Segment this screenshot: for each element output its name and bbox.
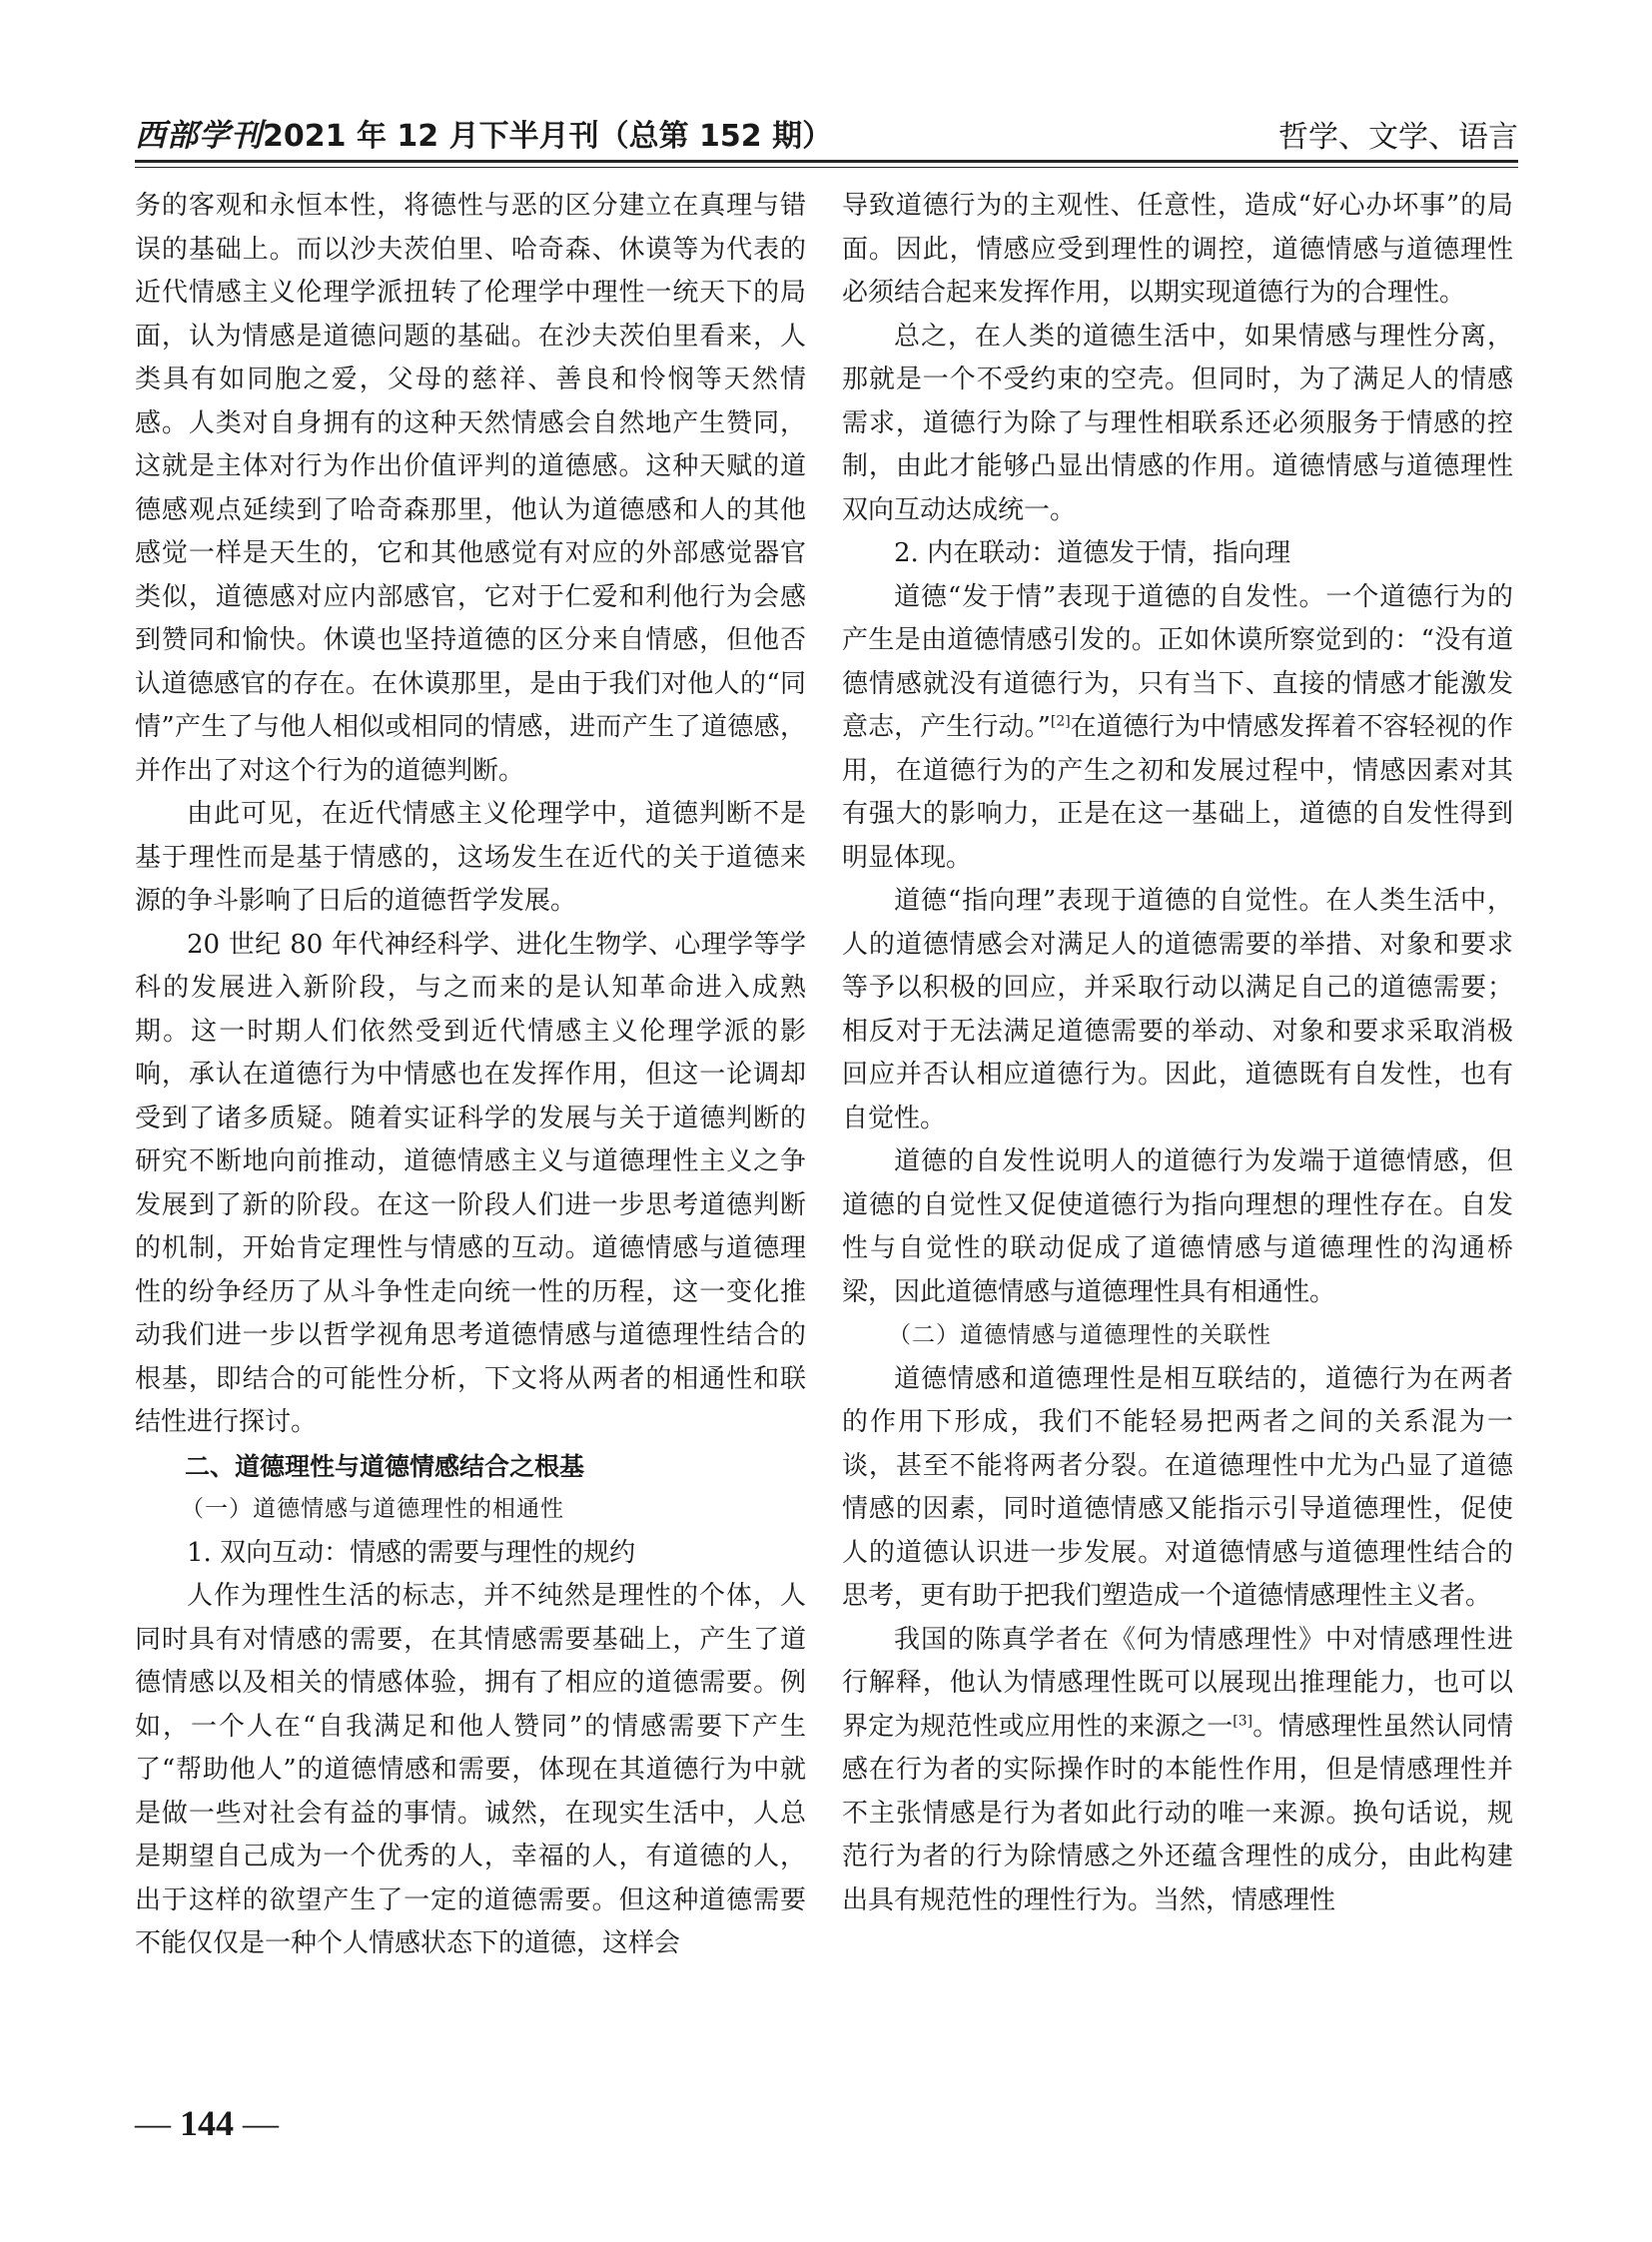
running-header: [135, 110, 1518, 160]
footer-dash-left: —: [135, 2103, 180, 2143]
subsection-heading: （一）道德情感与道德理性的相通性: [181, 1496, 564, 1522]
footer-dash-right: —: [234, 2103, 279, 2143]
issue-info: 2021 年 12 月下半月刊（总第 152 期）: [263, 119, 833, 154]
header-rule-thin: [135, 167, 1518, 168]
paragraph-text: 道德“发于情”表现于道德的自发性。一个道德行为的产生是由道德情感引发的。正如休谟所察觉到的：“没有道德情感就没有道德行为，只有当下、直接的情感才能激发意志，产生行动。”: [842, 581, 1513, 742]
paragraph: 务的客观和永恒本性，将德性与恶的区分建立在真理与错误的基础上。而以沙夫茨伯里、哈奇森、休谟等为代表的近代情感主义伦理学派扭转了伦理学中理性一统天下的局面，认为情感是道德问题的基础。在沙夫茨伯里看来，人类具有如同胞之爱，父母的慈祥、善良和怜悯等天然情感。人类对自身拥有的这种天然情感会自然地产生赞同，这就是主体对行为作出价值评判的道德感。这种天赋的道德感观点延续到了哈奇森那里，他认为道德感和人的其他感觉一样是天生的，它和其他感觉有对应的外部感觉器官类似，道德感对应内部感官，它对于仁爱和利他行为会感到赞同和愉快。休谟也坚持道德的区分来自情感，但他否认道德感官的存在。在休谟那里，是由于我们对他人的“同情”产生了与他人相似或相同的情感，进而产生了道德感，并作出了对这个行为的道德判断。: [135, 191, 806, 786]
paragraph-text: 在道德行为中情感发挥着不容轻视的作用，在道德行为的产生之初和发展过程中，情感因素对其有强大的影响力，正是在这一基础上，道德的自发性得到明显体现。: [842, 712, 1513, 873]
citation-ref: [2]: [1050, 713, 1071, 730]
paragraph: 导致道德行为的主观性、任意性，造成“好心办坏事”的局面。因此，情感应受到理性的调控，道德情感与道德理性必须结合起来发挥作用，以期实现道德行为的合理性。: [842, 191, 1513, 308]
paragraph: 道德情感和道德理性是相互联结的，道德行为在两者的作用下形成，我们不能轻易把两者之间的关系混为一谈，甚至不能将两者分裂。在道德理性中尤为凸显了道德情感的因素，同时道德情感又能指示引导道德理性，促使人的道德认识进一步发展。对道德情感与道德理性结合的思考，更有助于把我们塑造成一个道德情感理性主义者。: [842, 1363, 1513, 1611]
paragraph: [842, 1619, 1513, 1923]
section-heading: 二、道德理性与道德情感结合之根基: [185, 1451, 585, 1481]
paragraph: 道德的自发性说明人的道德行为发端于道德情感，但道德的自觉性又促使道德行为指向理想的理性存在。自发性与自觉性的联动促成了道德情感与道德理性的沟通桥梁，因此道德情感与道德理性具有相通性。: [842, 1146, 1513, 1307]
header-left: [135, 110, 832, 155]
header-rule-thick: [135, 160, 1518, 163]
right-column: [842, 185, 1513, 1922]
left-column: [135, 185, 806, 1966]
page-footer: [135, 2102, 279, 2144]
page-number: 144: [180, 2103, 234, 2143]
paragraph-text: 。情感理性虽然认同情感在行为者的实际操作时的本能性作用，但是情感理性并不主张情感是行为者如此行动的唯一来源。换句话说，规范行为者的行为除情感之外还蕴含理性的成分，由此构建出具有规范性的理性行为。当然，情感理性: [842, 1711, 1513, 1915]
paragraph: 由此可见，在近代情感主义伦理学中，道德判断不是基于理性而是基于情感的，这场发生在近代的关于道德来源的争斗影响了日后的道德哲学发展。: [135, 799, 806, 916]
section-title: 哲学、文学、语言: [1278, 120, 1518, 155]
paragraph: 总之，在人类的道德生活中，如果情感与理性分离，那就是一个不受约束的空壳。但同时，为了满足人的情感需求，道德行为除了与理性相联系还必须服务于情感的控制，由此才能够凸显出情感的作用。道德情感与道德理性双向互动达成统一。: [842, 321, 1513, 525]
journal-name: 西部学刊: [135, 118, 263, 154]
subsection-heading: （二）道德情感与道德理性的关联性: [888, 1322, 1271, 1348]
citation-ref: [3]: [1233, 1712, 1253, 1729]
subsubsection-heading: 1. 双向互动：情感的需要与理性的规约: [187, 1537, 636, 1568]
paragraph: 道德“指向理”表现于道德的自觉性。在人类生活中，人的道德情感会对满足人的道德需要的举措、对象和要求等予以积极的回应，并采取行动以满足自己的道德需要；相反对于无法满足道德需要的举动、对象和要求采取消极回应并否认相应道德行为。因此，道德既有自发性，也有自觉性。: [842, 886, 1513, 1133]
paragraph: 人作为理性生活的标志，并不纯然是理性的个体，人同时具有对情感的需要，在其情感需要基础上，产生了道德情感以及相关的情感体验，拥有了相应的道德需要。例如，一个人在“自我满足和他人赞同”的情感需要下产生了“帮助他人”的道德情感和需要，体现在其道德行为中就是做一些对社会有益的事情。诚然，在现实生活中，人总是期望自己成为一个优秀的人，幸福的人，有道德的人，出于这样的欲望产生了一定的道德需要。但这种道德需要不能仅仅是一种个人情感状态下的道德，这样会: [135, 1581, 806, 1958]
paragraph-text: 我国的陈真学者在《何为情感理性》中对情感理性进行解释，他认为情感理性既可以展现出推理能力，也可以界定为规范性或应用性的来源之一: [842, 1624, 1513, 1742]
subsubsection-heading: 2. 内在联动：道德发于情，指向理: [894, 538, 1291, 568]
paragraph: [842, 576, 1513, 881]
paragraph: 20 世纪 80 年代神经科学、进化生物学、心理学等学科的发展进入新阶段，与之而来的是认知革命进入成熟期。这一时期人们依然受到近代情感主义伦理学派的影响，承认在道德行为中情感也在发挥作用，但这一论调却受到了诸多质疑。随着实证科学的发展与关于道德判断的研究不断地向前推动，道德情感主义与道德理性主义之争发展到了新的阶段。在这一阶段人们进一步思考道德判断的机制，开始肯定理性与情感的互动。道德情感与道德理性的纷争经历了从斗争性走向统一性的历程，这一变化推动我们进一步以哲学视角思考道德情感与道德理性结合的根基，即结合的可能性分析，下文将从两者的相通性和联结性进行探讨。: [135, 929, 806, 1437]
